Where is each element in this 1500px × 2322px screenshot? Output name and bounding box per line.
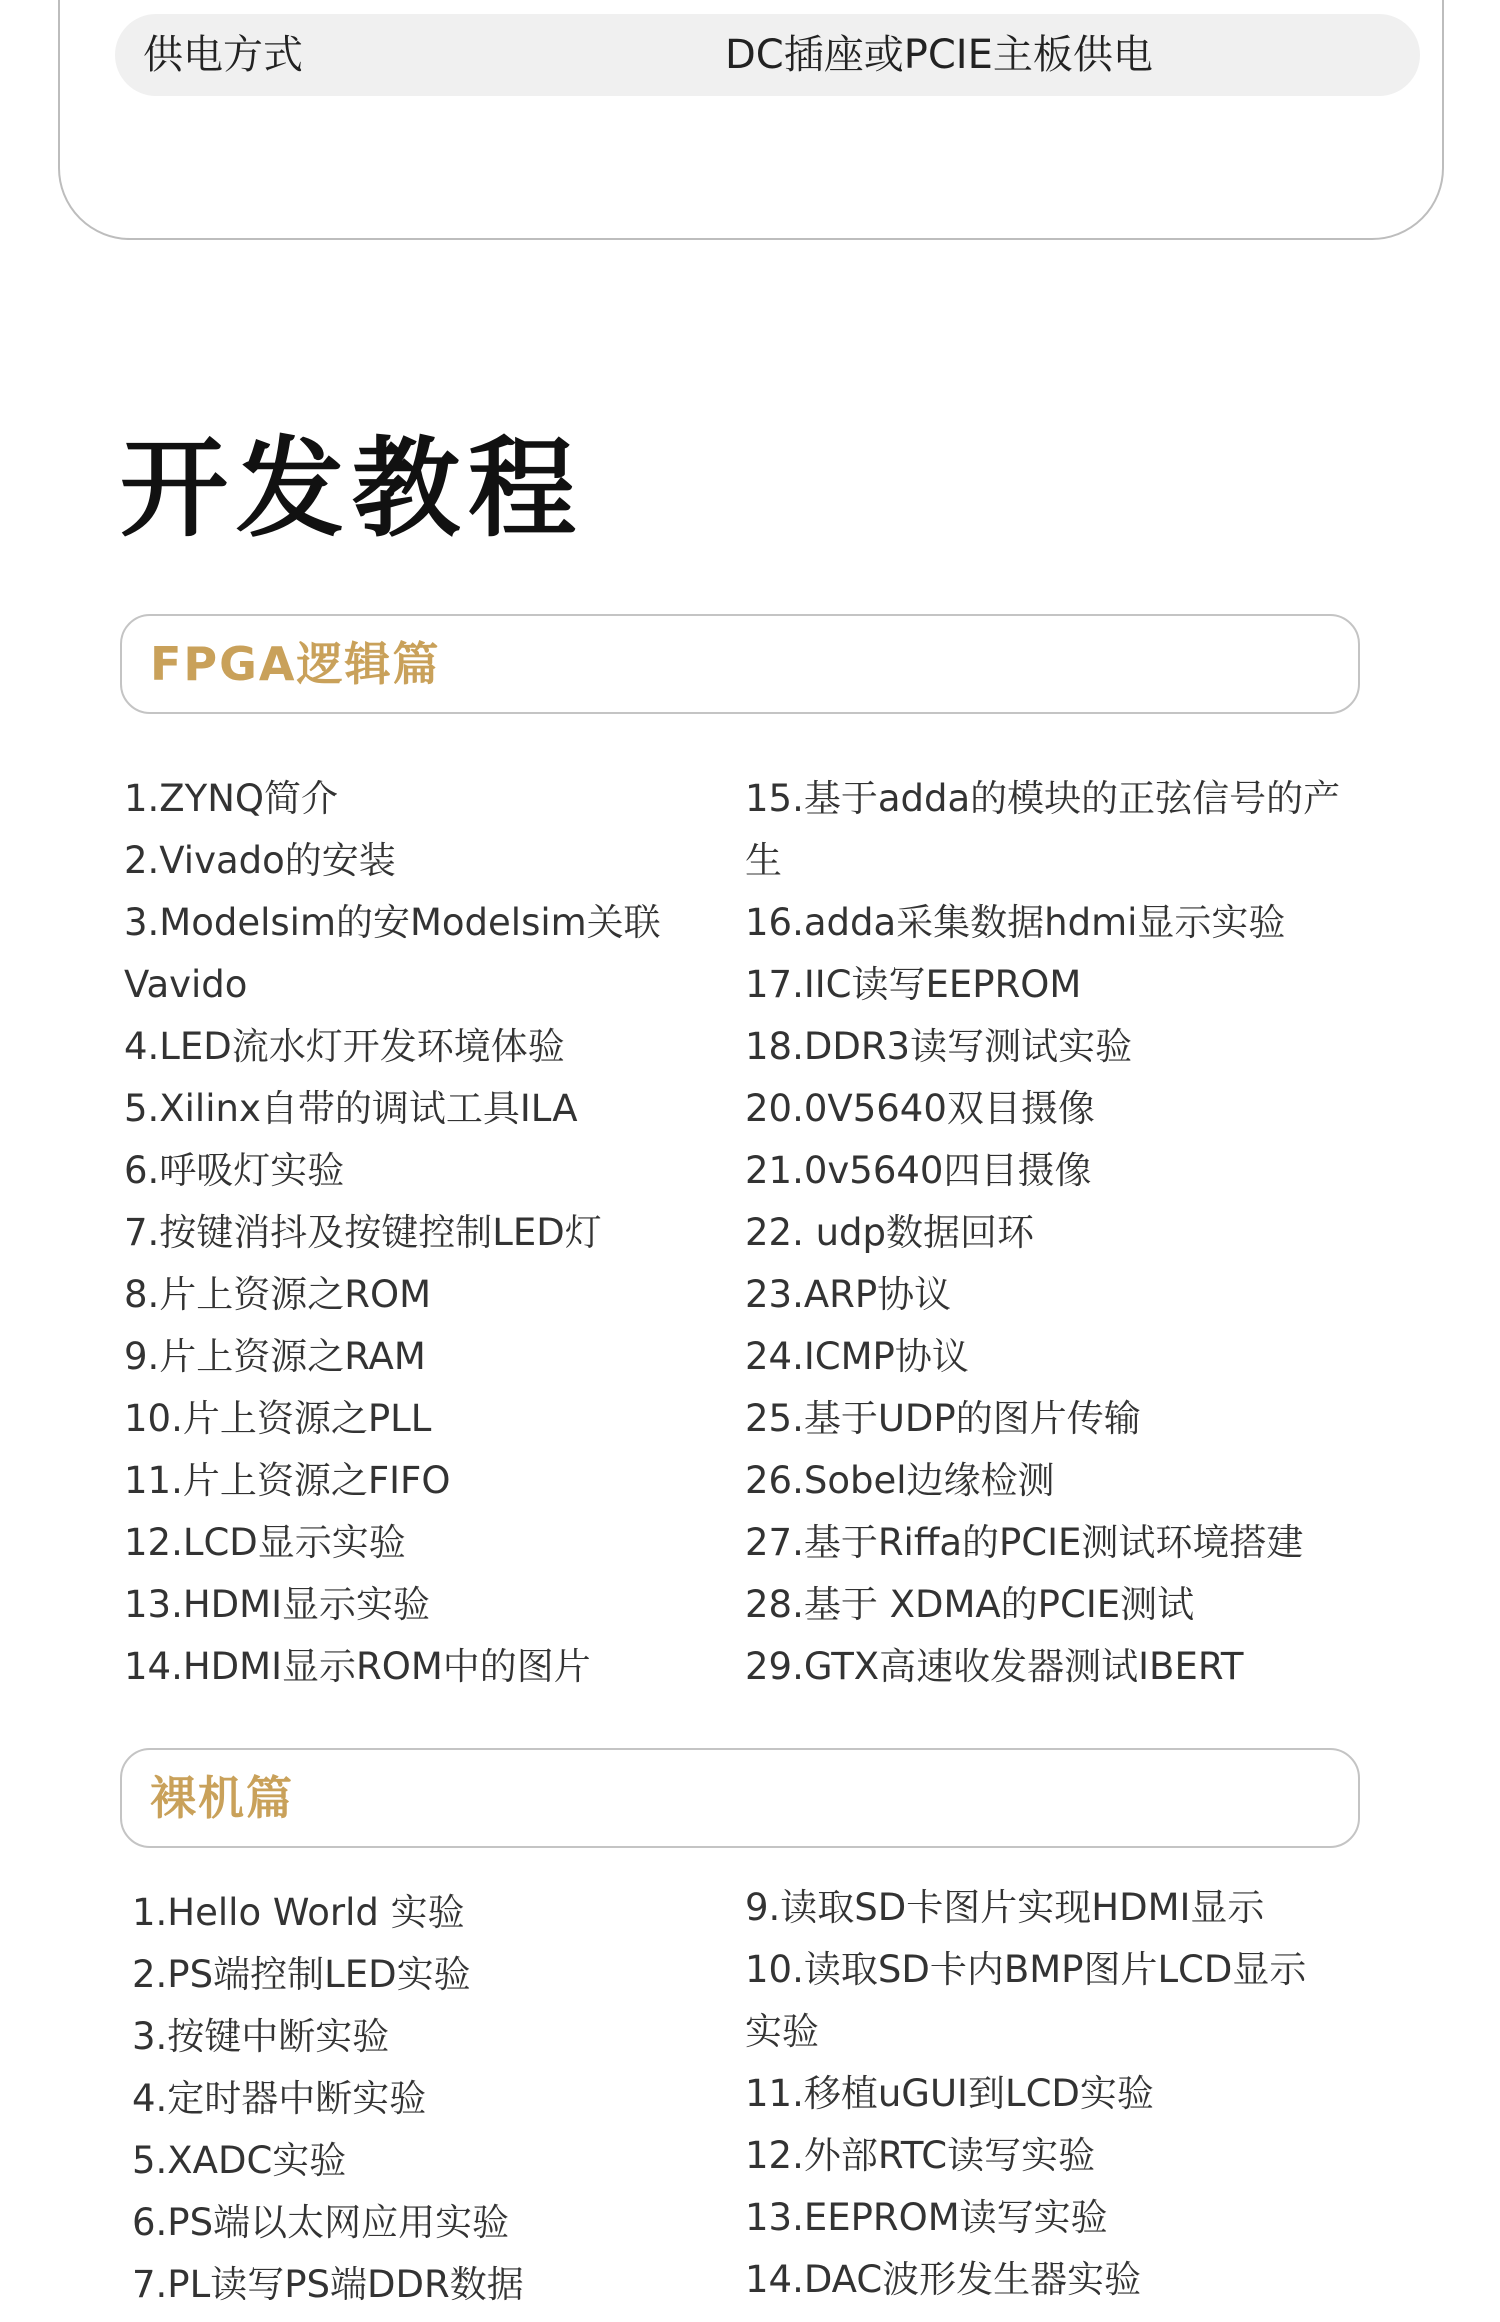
spec-value: DC插座或PCIE主板供电 xyxy=(725,32,1153,78)
category-title: FPGA逻辑篇 xyxy=(150,637,441,691)
fpga-tutorial-list-left xyxy=(124,768,694,1698)
list-item: 16.adda采集数据hdmi显示实验 xyxy=(745,901,1286,944)
bare-metal-tutorial-list-right xyxy=(745,1877,1310,2311)
list-item: 13.EEPROM读写实验 xyxy=(745,2196,1108,2239)
list-item: 9.读取SD卡图片实现HDMI显示 xyxy=(745,1886,1265,1929)
list-item: 21.0v5640四目摄像 xyxy=(745,1149,1092,1192)
list-item: 3.Modelsim的安Modelsim关联Vavido xyxy=(124,901,661,1006)
list-item: 1.Hello World 实验 xyxy=(132,1891,465,1934)
list-item: 20.0V5640双目摄像 xyxy=(745,1087,1095,1130)
list-item: 14.HDMI显示ROM中的图片 xyxy=(124,1645,591,1688)
list-item: 1.ZYNQ简介 xyxy=(124,777,339,820)
fpga-tutorial-list-right xyxy=(745,768,1370,1698)
list-item: 24.ICMP协议 xyxy=(745,1335,969,1378)
list-item: 25.基于UDP的图片传输 xyxy=(745,1397,1141,1440)
list-item: 28.基于 XDMA的PCIE测试 xyxy=(745,1583,1195,1626)
list-item: 8.片上资源之ROM xyxy=(124,1273,432,1316)
list-item: 18.DDR3读写测试实验 xyxy=(745,1025,1133,1068)
list-item: 29.GTX高速收发器测试IBERT xyxy=(745,1645,1244,1688)
list-item: 12.外部RTC读写实验 xyxy=(745,2134,1096,2177)
list-item: 3.按键中断实验 xyxy=(132,2015,390,2058)
list-item: 15.基于adda的模块的正弦信号的产生 xyxy=(745,777,1341,882)
list-item: 13.HDMI显示实验 xyxy=(124,1583,430,1626)
list-item: 7.按键消抖及按键控制LED灯 xyxy=(124,1211,602,1254)
category-title: 裸机篇 xyxy=(150,1771,294,1825)
list-item: 12.LCD显示实验 xyxy=(124,1521,406,1564)
list-item: 2.Vivado的安装 xyxy=(124,839,396,882)
list-item: 6.PS端以太网应用实验 xyxy=(132,2201,510,2244)
category-header-bare-metal xyxy=(120,1748,1360,1848)
list-item: 11.片上资源之FIFO xyxy=(124,1459,451,1502)
list-item: 6.呼吸灯实验 xyxy=(124,1149,345,1192)
list-item: 7.PL读写PS端DDR数据 xyxy=(132,2263,524,2306)
list-item: 22. udp数据回环 xyxy=(745,1211,1035,1254)
list-item: 9.片上资源之RAM xyxy=(124,1335,426,1378)
spec-row-power-supply xyxy=(115,14,1420,96)
list-item: 23.ARP协议 xyxy=(745,1273,952,1316)
list-item: 11.移植uGUI到LCD实验 xyxy=(745,2072,1154,2115)
list-item: 26.Sobel边缘检测 xyxy=(745,1459,1055,1502)
list-item: 4.定时器中断实验 xyxy=(132,2077,427,2120)
list-item: 17.IIC读写EEPROM xyxy=(745,963,1082,1006)
list-item: 27.基于Riffa的PCIE测试环境搭建 xyxy=(745,1521,1304,1564)
list-item: 2.PS端控制LED实验 xyxy=(132,1953,471,1996)
list-item: 14.DAC波形发生器实验 xyxy=(745,2258,1142,2301)
list-item: 10.片上资源之PLL xyxy=(124,1397,432,1440)
spec-key: 供电方式 xyxy=(143,32,303,78)
list-item: 5.XADC实验 xyxy=(132,2139,347,2182)
list-item: 4.LED流水灯开发环境体验 xyxy=(124,1025,565,1068)
list-item: 10.读取SD卡内BMP图片LCD显示实验 xyxy=(745,1948,1307,2053)
spec-table-card xyxy=(58,0,1444,240)
bare-metal-tutorial-list-left xyxy=(132,1882,712,2316)
category-header-fpga xyxy=(120,614,1360,714)
list-item: 5.Xilinx自带的调试工具ILA xyxy=(124,1087,578,1130)
section-title: 开发教程 xyxy=(120,427,585,552)
